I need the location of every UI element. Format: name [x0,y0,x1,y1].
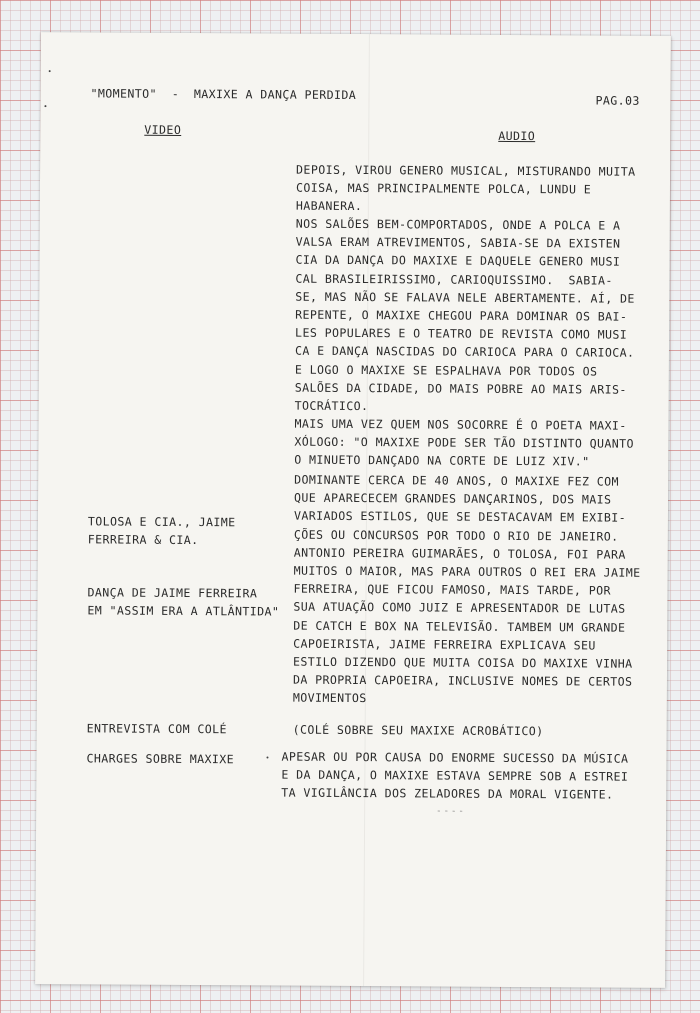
audio-paragraph: MAIS UMA VEZ QUEM NOS SOCORRE É O POETA MAXI- XÓLOGO: "O MAXIXE PODE SER TÃO DISTINTO QUANTO O MINUETO DANÇADO NA CORTE DE LUIZ XIV." [294,416,634,469]
audio-paragraph: APESAR OU POR CAUSA DO ENORME SUCESSO DA MÚSICA E DA DANÇA, O MAXIXE ESTAVA SEMPRE SOB A ESTREI TA VIGILÂNCIA DOS ZELADORES DA MORAL VIGENTE. [281,749,629,803]
video-cue: TOLOSA E CIA., JAIME FERREIRA & CIA. [87,514,236,548]
paper-speck [266,756,268,758]
audio-paragraph: DOMINANTE CERCA DE 40 ANOS, O MAXIXE FEZ COM QUE APARECECEM GRANDES DANÇARINOS, DOS MAIS VARIADOS ESTILOS, QUE SE DESTACAVAM EM EXIBI- ÇÕES OU CONCURSOS POR TODO O RIO DE JANEIRO. ANTONIO PEREIRA GUIMARÃES, O TOLOSA, FOI PARA MUITOS O MAIOR, MAS PARA OUTROS O REI ERA JAIME FERREIRA, QUE FICOU FAMOSO, MAIS TARDE, POR SUA ATUAÇÃO COMO JUIZ E APRESENTADOR DE LUTAS DE CATCH E BOX NA TELEVISÃO. TAMBEM UM GRANDE CAPOEIRISTA, JAIME FERREIRA EXPLICAVA SEU ESTILO DIZENDO QUE MUITA COISA DO MAXIXE VINHA DA PROPRIA CAPOEIRA, INCLUSIVE NOMES DE CERTOS MOVIMENTOS [292,472,641,706]
video-cue: CHARGES SOBRE MAXIXE [86,751,235,767]
bottom-typed-mark: ---- [436,806,466,817]
paper-speck [49,70,51,72]
document-sheet [35,32,671,988]
audio-paragraph: DEPOIS, VIROU GENERO MUSICAL, MISTURANDO MUITA COISA, MAS PRINCIPALMENTE POLCA, LUNDU E HABANERA. [295,162,636,214]
audio-paragraph: NOS SALÕES BEM-COMPORTADOS, ONDE A POLCA E A VALSA ERAM ATREVIMENTOS, SABIA-SE DA EXISTEN CIA DA DANÇA DO MAXIXE E DAQUELE GENERO MUSI CAL BRASILEIRISSIMO, CARIOQUISSIMO. SABIA- SE, MAS NÃO SE FALAVA NELE ABERTAMENTE. AÍ, DE REPENTE, O MAXIXE CHEGOU PARA DOMINAR OS BAI- LES POPULARES E O TEATRO DE REVISTA COMO MUSI CA E DANÇA NASCIDAS DO CARIOCA PARA O CARIOCA. E LOGO O MAXIXE SE ESPALHAVA POR TODOS OS SALÕES DA CIDADE, DO MAIS POBRE AO MAIS ARIS- TOCRÁTICO. [294,216,635,414]
paper-speck [44,105,46,107]
audio-column-heading: AUDIO [498,128,536,144]
video-cue: ENTREVISTA COM COLÉ [86,721,227,737]
video-column-heading: VIDEO [144,122,182,137]
script-header-title: "MOMENTO" - MAXIXE A DANÇA PERDIDA [90,86,357,103]
page-number: PAG.03 [595,93,640,108]
video-cue: DANÇA DE JAIME FERREIRA EM "ASSIM ERA A ATLÂNTIDA" [87,585,280,619]
audio-paragraph: (COLÉ SOBRE SEU MAXIXE ACROBÁTICO) [292,722,544,739]
